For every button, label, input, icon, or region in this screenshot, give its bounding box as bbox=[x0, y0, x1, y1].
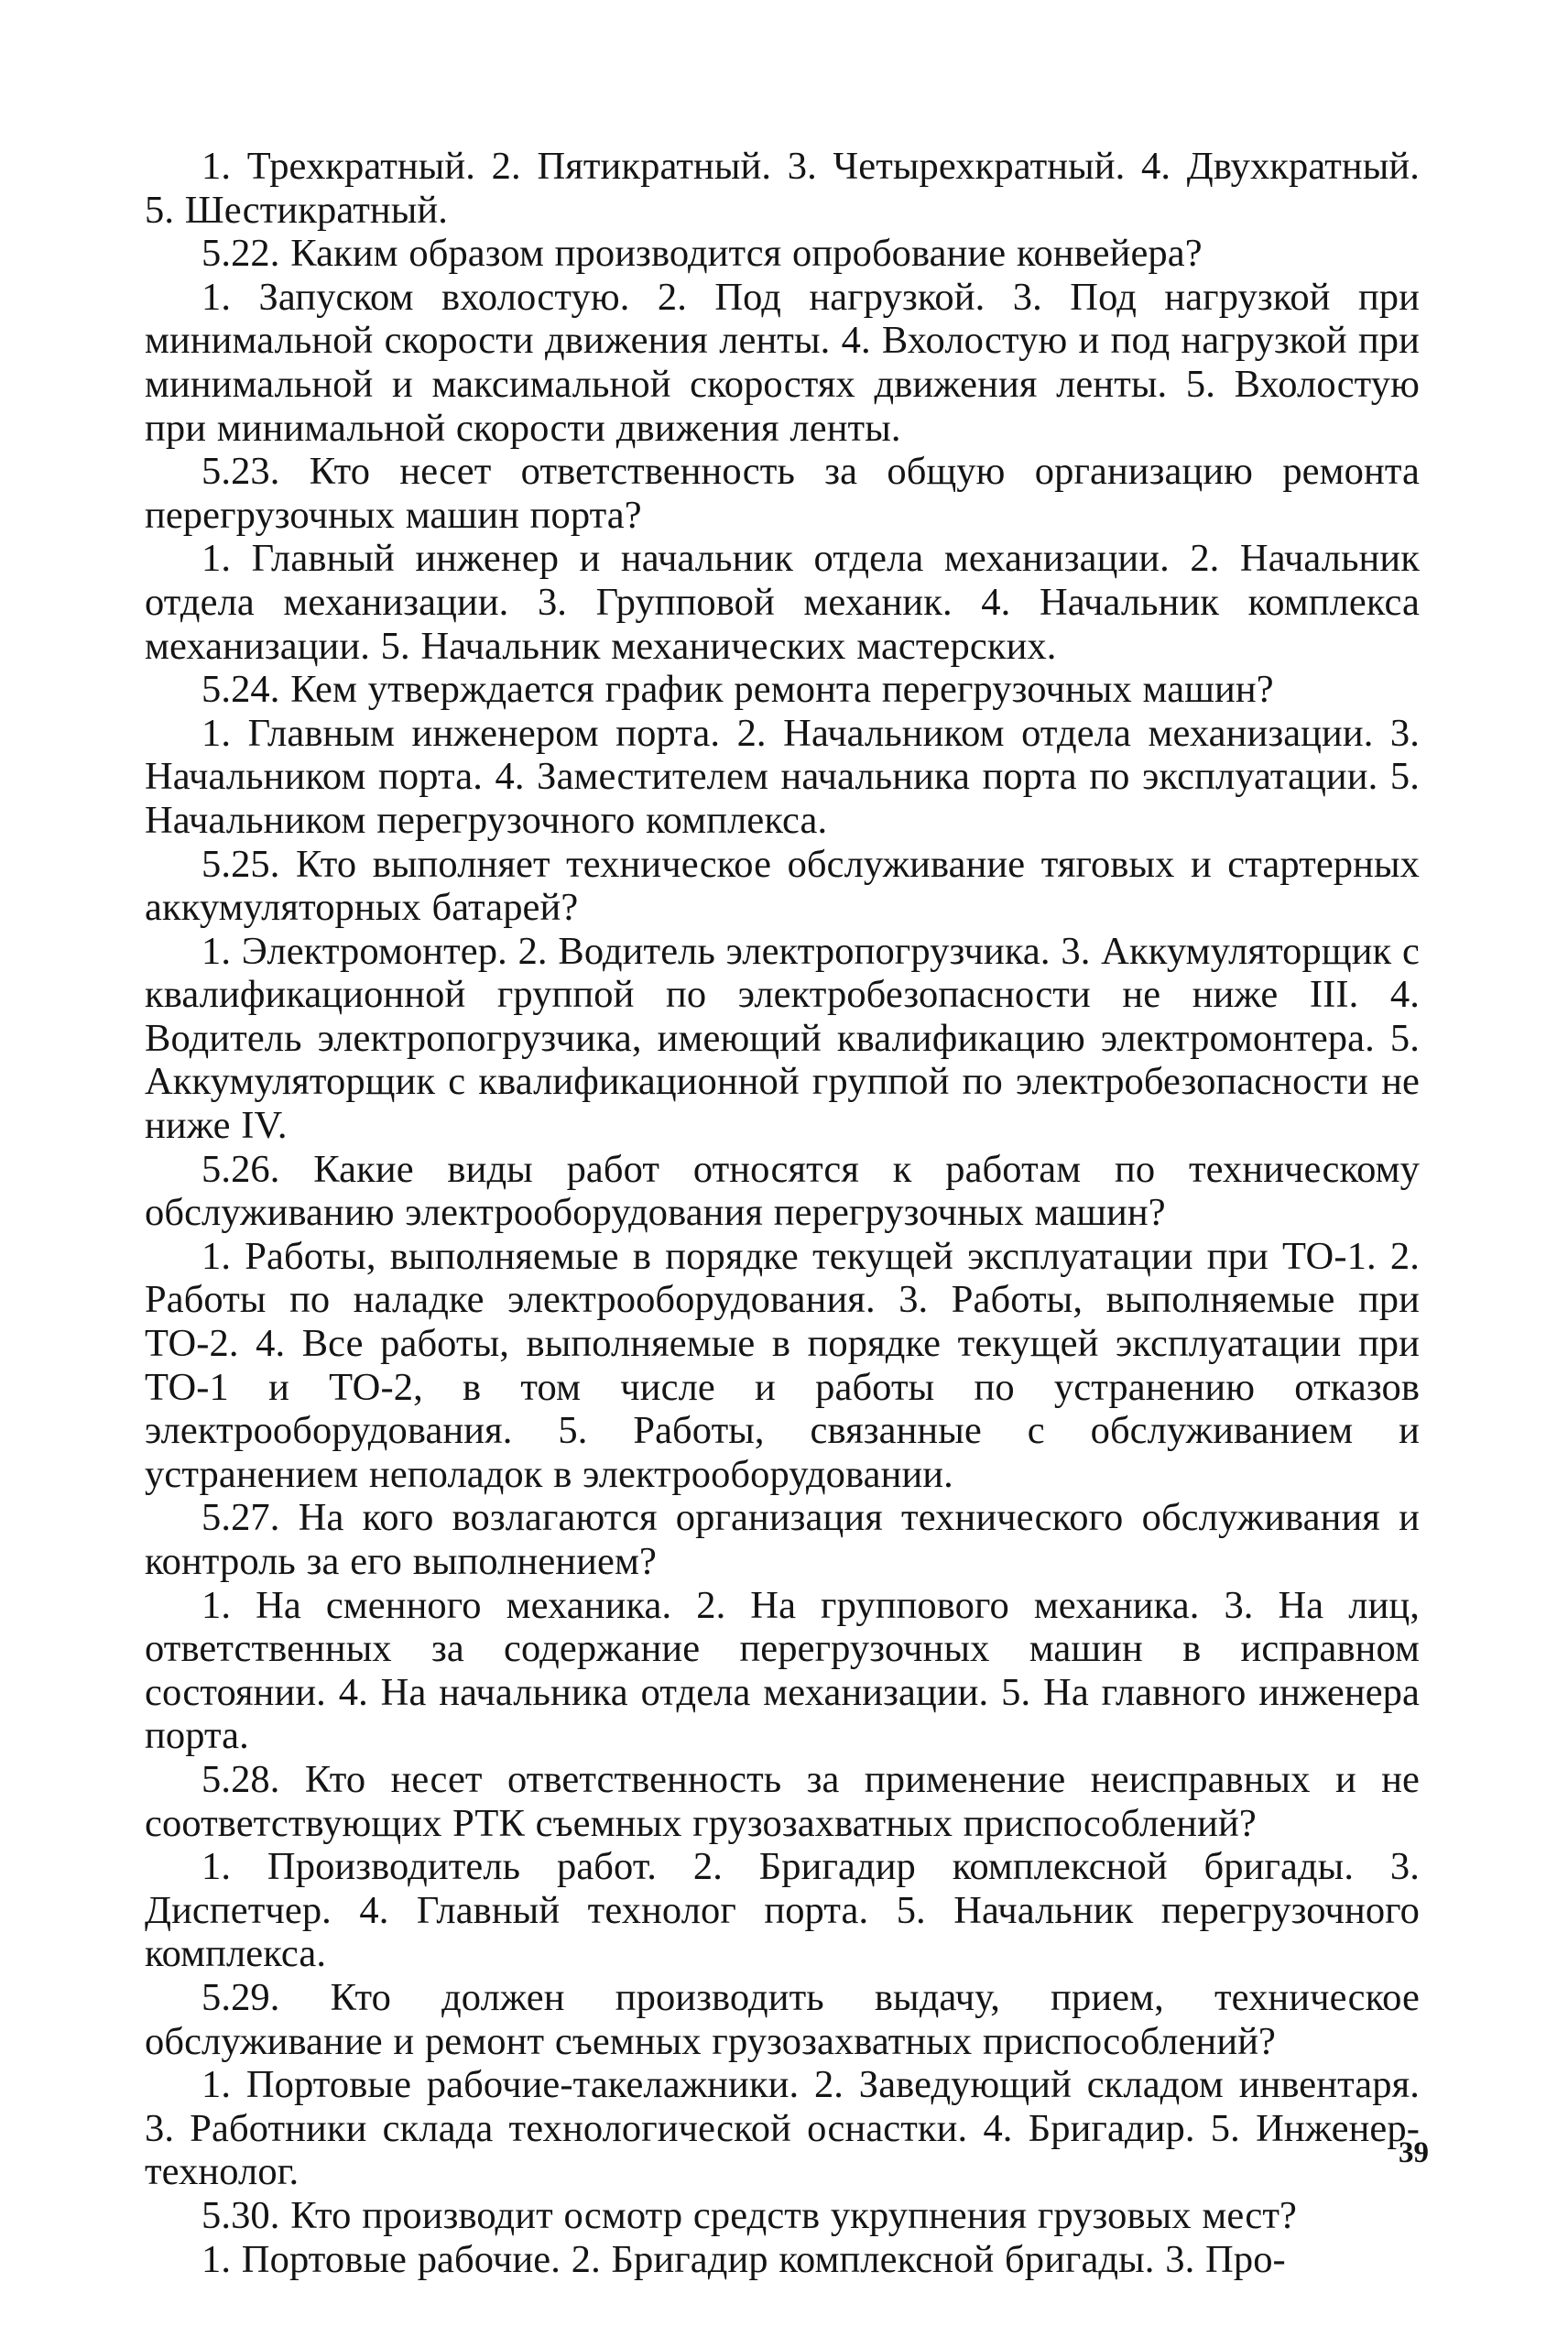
page-number: 39 bbox=[1399, 2136, 1429, 2169]
answer-options-5-27: 1. На сменного механика. 2. На группового механика. 3. На лиц, ответственных за содержание перегрузочных машин в исправном состоянии. 4. На начальника отдела механизации. 5. На главного инженера порта. bbox=[145, 1583, 1420, 1758]
question-5-30: 5.30. Кто производит осмотр средств укрупнения грузовых мест? bbox=[201, 2193, 1298, 2237]
question-5-27: 5.27. На кого возлагаются организация технического обслуживания и контроль за его выполнением? bbox=[145, 1496, 1420, 1583]
answer-options-5-30: 1. Портовые рабочие. 2. Бригадир комплексной бригады. 3. Про- bbox=[201, 2237, 1286, 2281]
answer-options-5-29: 1. Портовые рабочие-такелажники. 2. Заведующий складом инвентаря. 3. Работники склада технологической оснастки. 4. Бригадир. 5. Инженер-технолог. bbox=[145, 2063, 1420, 2194]
answer-options-5-28: 1. Производитель работ. 2. Бригадир комплексной бригады. 3. Диспетчер. 4. Главный технолог порта. 5. Начальник перегрузочного комплекса. bbox=[145, 1845, 1420, 1976]
question-5-23: 5.23. Кто несет ответственность за общую организацию ремонта перегрузочных машин порта? bbox=[145, 450, 1420, 537]
question-5-24: 5.24. Кем утверждается график ремонта перегрузочных машин? bbox=[201, 668, 1274, 712]
question-5-29: 5.29. Кто должен производить выдачу, прием, техническое обслуживание и ремонт съемных грузозахватных приспособлений? bbox=[145, 1975, 1420, 2063]
page-text bbox=[145, 145, 1420, 2281]
answer-options-5-22: 1. Запуском вхолостую. 2. Под нагрузкой. 3. Под нагрузкой при минимальной скорости движения ленты. 4. Вхолостую и под нагрузкой при минимальной и максимальной скоростях движения ленты. 5. Вхолостую при минимальной скорости движения ленты. bbox=[145, 275, 1420, 450]
answer-options-5-24: 1. Главным инженером порта. 2. Начальником отдела механизации. 3. Начальником порта. 4. Заместителем начальника порта по эксплуатации. 5. Начальником перегрузочного комплекса. bbox=[145, 711, 1420, 842]
answer-options-5-21-continued: 1. Трехкратный. 2. Пятикратный. 3. Четырехкратный. 4. Двухкратный. 5. Шестикратный. bbox=[145, 145, 1420, 232]
question-5-28: 5.28. Кто несет ответственность за применение неисправных и не соответствующих РТК съемных грузозахватных приспособлений? bbox=[145, 1757, 1420, 1845]
answer-options-5-23: 1. Главный инженер и начальник отдела механизации. 2. Начальник отдела механизации. 3. Групповой механик. 4. Начальник комплекса механизации. 5. Начальник механических мастерских. bbox=[145, 537, 1420, 668]
question-5-22: 5.22. Каким образом производится опробование конвейера? bbox=[201, 232, 1203, 276]
answer-options-5-25: 1. Электромонтер. 2. Водитель электропогрузчика. 3. Аккумуляторщик с квалификационной группой по электробезопасности не ниже III. 4. Водитель электропогрузчика, имеющий квалификацию электромонтера. 5. Аккумуляторщик с квалификационной группой по электробезопасности не ниже IV. bbox=[145, 929, 1420, 1148]
answer-options-5-26: 1. Работы, выполняемые в порядке текущей эксплуатации при ТО-1. 2. Работы по наладке электрооборудования. 3. Работы, выполняемые при ТО-2. 4. Все работы, выполняемые в порядке текущей эксплуатации при ТО-1 и ТО-2, в том числе и работы по устранению отказов электрооборудования. 5. Работы, связанные с обслуживанием и устранением неполадок в электрооборудовании. bbox=[145, 1234, 1420, 1496]
question-5-26: 5.26. Какие виды работ относятся к работам по техническому обслуживанию электрооборудования перегрузочных машин? bbox=[145, 1147, 1420, 1235]
question-5-25: 5.25. Кто выполняет техническое обслуживание тяговых и стартерных аккумуляторных батарей? bbox=[145, 842, 1420, 930]
